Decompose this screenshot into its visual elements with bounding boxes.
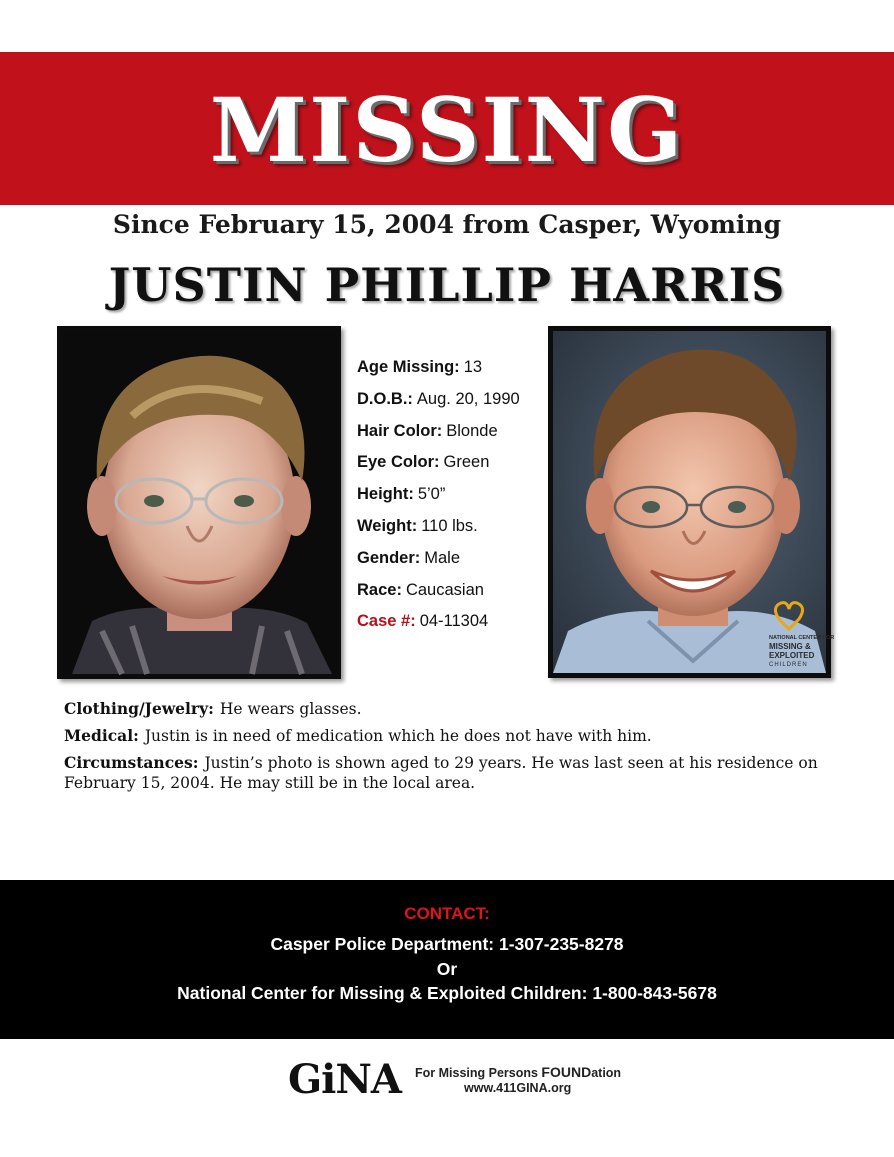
gina-tagline	[415, 1064, 621, 1080]
gina-tagline-prefix: For Missing Persons	[415, 1066, 542, 1080]
note-circumstances	[64, 753, 824, 793]
detail-value: Green	[443, 453, 490, 472]
detail-label: Gender:	[357, 548, 421, 567]
detail-value: Male	[424, 548, 461, 567]
ncmec-logo-line: MISSING &	[769, 642, 811, 651]
note-text: Justin’s photo is shown aged to 29 years. He was last seen at his residence on February 15, 2004. He may still be in the local area.	[64, 754, 818, 792]
gina-footer	[288, 1058, 628, 1102]
detail-label: Age Missing:	[357, 358, 460, 376]
contact-police: Casper Police Department: 1-307-235-8278	[270, 934, 624, 954]
detail-label: Weight:	[357, 516, 418, 535]
missing-title: MISSING	[209, 78, 685, 182]
detail-value: Aug. 20, 1990	[416, 389, 520, 408]
detail-height	[357, 485, 547, 517]
note-clothing	[64, 699, 824, 719]
details-list	[357, 358, 547, 644]
detail-case-number	[357, 612, 547, 644]
contact-section	[0, 880, 894, 1039]
person-name: JUSTIN PHILLIP HARRIS	[108, 258, 786, 312]
gina-tagline-suffix: ation	[591, 1066, 622, 1080]
ncmec-logo-line: CHILDREN	[769, 662, 808, 668]
detail-age-missing	[357, 358, 547, 390]
child-photo	[57, 326, 341, 679]
gina-logo: GiNA	[288, 1056, 401, 1103]
detail-label: D.O.B.:	[357, 389, 413, 408]
note-text: Justin is in need of medication which he does not have with him.	[144, 727, 652, 745]
detail-value: 5’0”	[417, 485, 446, 504]
detail-value: Blonde	[446, 421, 498, 440]
detail-weight	[357, 517, 547, 549]
detail-race	[357, 581, 547, 613]
detail-label: Height:	[357, 485, 414, 504]
note-label: Medical:	[64, 726, 139, 745]
detail-label: Case #:	[357, 612, 416, 631]
detail-gender	[357, 549, 547, 581]
detail-label: Hair Color:	[357, 421, 443, 440]
detail-hair-color	[357, 422, 547, 454]
contact-ncmec: National Center for Missing & Exploited Children: 1-800-843-5678	[177, 983, 717, 1003]
contact-title: CONTACT:	[404, 904, 490, 923]
gina-url: www.411GINA.org	[464, 1081, 572, 1095]
child-photo-illustration	[62, 331, 336, 674]
age-progressed-illustration	[553, 331, 835, 673]
detail-value: Caucasian	[405, 580, 484, 599]
notes-section	[64, 699, 824, 800]
gina-tagline-found: FOUND	[541, 1064, 592, 1080]
detail-eye-color	[357, 453, 547, 485]
detail-label: Race:	[357, 580, 402, 599]
detail-dob	[357, 390, 547, 422]
ncmec-logo-line: EXPLOITED	[769, 651, 815, 660]
detail-value: 110 lbs.	[421, 516, 478, 535]
note-label: Clothing/Jewelry:	[64, 699, 214, 718]
detail-value: 13	[463, 358, 483, 376]
detail-label: Eye Color:	[357, 453, 440, 472]
note-text: He wears glasses.	[219, 700, 362, 718]
note-label: Circumstances:	[64, 753, 199, 772]
contact-or: Or	[436, 959, 458, 979]
ncmec-logo-line: NATIONAL CENTER FOR	[769, 635, 835, 641]
age-progressed-photo	[548, 326, 835, 678]
detail-value: 04-11304	[419, 612, 489, 631]
note-medical	[64, 726, 824, 746]
missing-since-line: Since February 15, 2004 from Casper, Wyoming	[112, 210, 782, 239]
